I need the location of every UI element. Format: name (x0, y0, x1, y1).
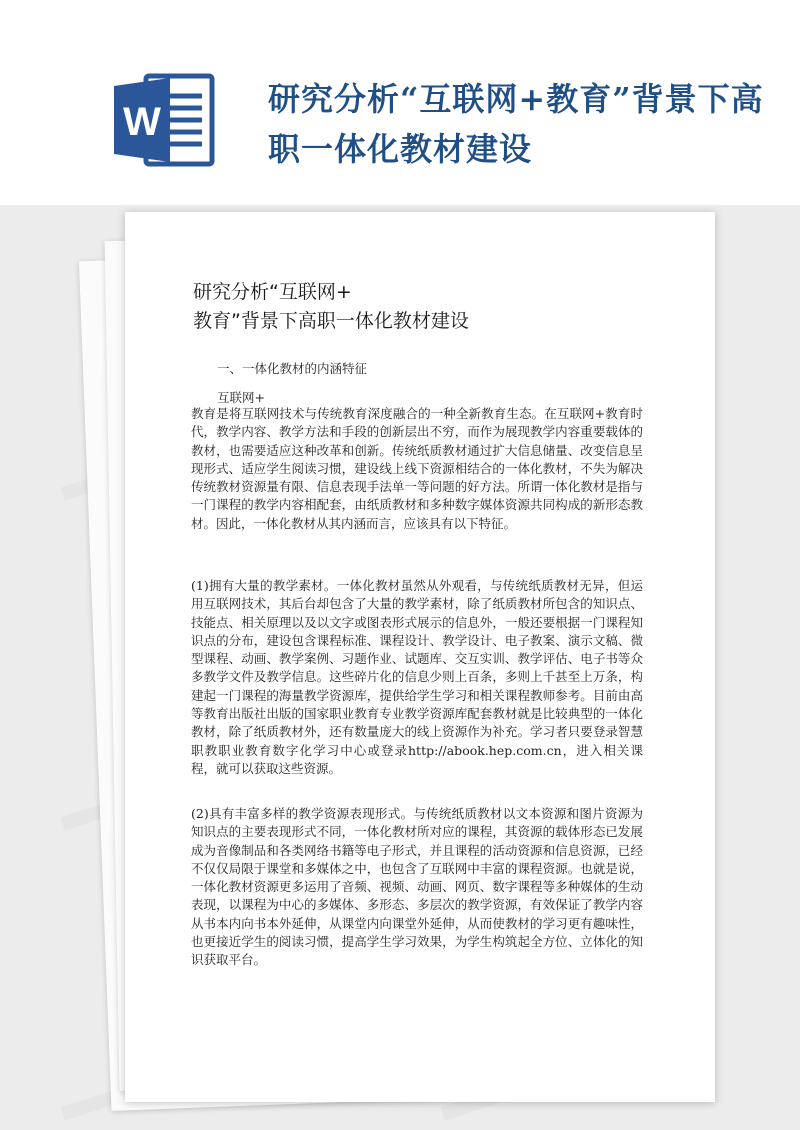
banner-title: 研究分析“互联网+教育”背景下高职一体化教材建设 (268, 80, 764, 168)
paragraph-1: (1)拥有大量的教学素材。一体化教材虽然从外观看，与传统纸质教材无异，但运用互联网技术，其后台却包含了大量的教学素材，除了纸质教材所包含的知识点、技能点、相关原理以及以文字或图表形式展示的信息外，一般还要根据一门课程知识点的分布，建设包含课程标准、课程设计、教学设计、电子教案、演示文稿、微型课程、动画、教学案例、习题作业、试题库、交互实训、教学评估、电子书等众多教学文件及教学信息。这些碎片化的信息少则上百条，多则上千甚至上万条，构建起一门课程的海量教学资源库，提供给学生学习和相关课程教师参考。目前由高等教育出版社出版的国家职业教育专业教学资源库配套教材就是比较典型的一体化教材，除了纸质教材外，还有数量庞大的线上资源作为补充。学习者只要登录智慧职教职业教育数字化学习中心或登录http://abook.hep.com.cn，进入相关课程，就可以获取这些资源。 (191, 578, 643, 776)
document-title (193, 278, 673, 336)
paragraph-2: (2)具有丰富多样的教学资源表现形式。与传统纸质教材以文本资源和图片资源为知识点的主要表现形式不同，一体化教材所对应的课程，其资源的载体形态已发展成为音像制品和各类网络书籍等电子形式，并且课程的活动资源和信息资源，已经不仅仅局限于课堂和多媒体之中，也包含了互联网中丰富的课程资源。也就是说，一体化教材资源更多运用了音频、视频、动画、网页、数字课程等多种媒体的生动表现，以课程为中心的多媒体、多形态、多层次的教学资源，有效保证了教学内容从书本内向书本外延伸，从课堂内向课堂外延伸，从而使教材的学习更有趣味性，也更接近学生的阅读习惯，提高学生学习效果，为学生构筑起全方位、立体化的知识获取平台。 (191, 806, 643, 968)
header-banner (0, 0, 800, 205)
intro-lead: 互联网+ (217, 390, 265, 405)
intro-paragraph: 教育是将互联网技术与传统教育深度融合的一种全新教育生态。在互联网+教育时代，教学内容、教学方法和手段的创新层出不穷，而作为展现教学内容重要载体的教材，也需要适应这种改革和创新。传统纸质教材通过扩大信息储量、改变信息呈现形式、适应学生阅读习惯，建设线上线下资源相结合的一体化教材，不失为解决传统教材资源量有限、信息表现手法单一等问题的好方法。所谓一体化教材是指与一门课程的教学内容相配套，由纸质教材和多种数字媒体资源共同构成的新形态教材。因此，一体化教材从其内涵而言，应该具有以下特征。 (191, 406, 643, 531)
word-icon-letter: W (123, 100, 161, 144)
document-title-line-1: 研究分析“互联网+ (193, 281, 352, 303)
section-heading: 一、一体化教材的内涵特征 (217, 361, 368, 376)
document-page (125, 212, 715, 1102)
document-title-line-2: 教育”背景下高职一体化教材建设 (193, 310, 469, 332)
word-document-icon (112, 70, 220, 170)
